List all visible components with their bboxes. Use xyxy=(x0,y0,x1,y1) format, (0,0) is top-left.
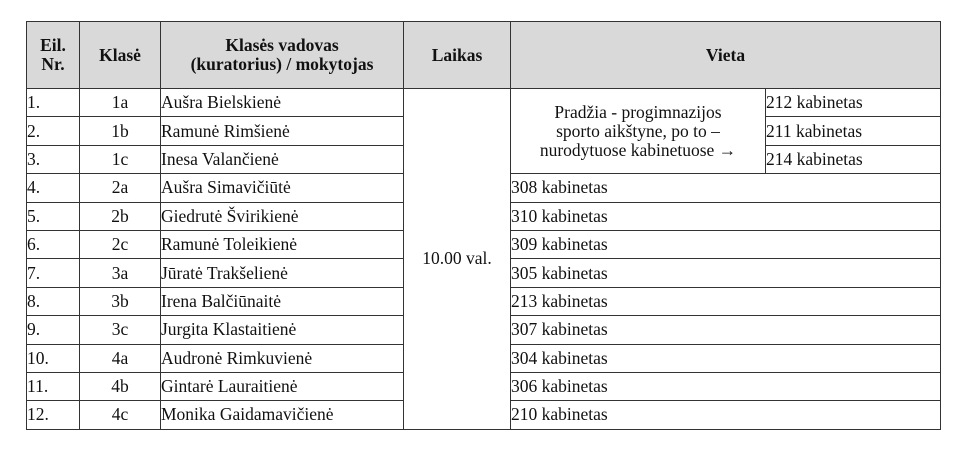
row-vadovas: Monika Gaidamavičienė xyxy=(161,401,404,429)
row-vieta: 308 kabinetas xyxy=(511,174,941,202)
row-vadovas: Inesa Valančienė xyxy=(161,145,404,173)
row-klase: 3b xyxy=(80,287,161,315)
row-nr: 5. xyxy=(27,202,80,230)
row-klase: 2a xyxy=(80,174,161,202)
row-klase: 4c xyxy=(80,401,161,429)
row-vieta: 310 kabinetas xyxy=(511,202,941,230)
row-vadovas: Giedrutė Švirikienė xyxy=(161,202,404,230)
start-note-line1: Pradžia - progimnazijos xyxy=(554,101,722,122)
row-vieta: 304 kabinetas xyxy=(511,344,941,372)
row-nr: 4. xyxy=(27,174,80,202)
header-nr-line1: Eil. xyxy=(40,35,66,55)
header-vadovas-line1: Klasės vadovas xyxy=(225,35,339,55)
header-vadovas-line2: (kuratorius) / mokytojas xyxy=(190,54,374,74)
row-klase: 4b xyxy=(80,372,161,400)
header-vieta: Vieta xyxy=(511,22,941,89)
row-klase: 4a xyxy=(80,344,161,372)
row-vieta: 306 kabinetas xyxy=(511,372,941,400)
row-vadovas: Gintarė Lauraitienė xyxy=(161,372,404,400)
row-nr: 3. xyxy=(27,145,80,173)
start-note-cell xyxy=(511,89,766,174)
row-klase: 1c xyxy=(80,145,161,173)
row-nr: 10. xyxy=(27,344,80,372)
schedule-table xyxy=(26,21,941,430)
row-vadovas: Ramunė Rimšienė xyxy=(161,117,404,145)
row-vadovas: Irena Balčiūnaitė xyxy=(161,287,404,315)
row-vieta: 309 kabinetas xyxy=(511,230,941,258)
header-vadovas xyxy=(161,22,404,89)
row-klase: 1b xyxy=(80,117,161,145)
row-nr: 12. xyxy=(27,401,80,429)
row-nr: 7. xyxy=(27,259,80,287)
row-klase: 3a xyxy=(80,259,161,287)
row-vieta: 211 kabinetas xyxy=(766,117,941,145)
row-nr: 9. xyxy=(27,316,80,344)
row-nr: 2. xyxy=(27,117,80,145)
row-vieta: 307 kabinetas xyxy=(511,316,941,344)
row-vieta: 210 kabinetas xyxy=(511,401,941,429)
row-vieta: 305 kabinetas xyxy=(511,259,941,287)
row-nr: 11. xyxy=(27,372,80,400)
row-nr: 8. xyxy=(27,287,80,315)
row-nr: 6. xyxy=(27,230,80,258)
row-klase: 1a xyxy=(80,89,161,117)
header-klase: Klasė xyxy=(80,22,161,89)
row-vieta: 214 kabinetas xyxy=(766,145,941,173)
row-vadovas: Ramunė Toleikienė xyxy=(161,230,404,258)
start-note-line2: sporto aikštyne, po to – xyxy=(556,120,720,141)
row-vadovas: Aušra Bielskienė xyxy=(161,89,404,117)
row-vadovas: Audronė Rimkuvienė xyxy=(161,344,404,372)
row-vadovas: Jurgita Klastaitienė xyxy=(161,316,404,344)
start-note-line3: nurodytuose kabinetuose → xyxy=(539,139,737,160)
time-cell: 10.00 val. xyxy=(404,89,511,430)
row-vadovas: Aušra Simavičiūtė xyxy=(161,174,404,202)
row-klase: 2b xyxy=(80,202,161,230)
row-vadovas: Jūratė Trakšelienė xyxy=(161,259,404,287)
row-klase: 2c xyxy=(80,230,161,258)
table-row xyxy=(27,89,941,117)
header-nr xyxy=(27,22,80,89)
header-nr-line2: Nr. xyxy=(41,54,65,74)
row-vieta: 212 kabinetas xyxy=(766,89,941,117)
header-laikas: Laikas xyxy=(404,22,511,89)
row-nr: 1. xyxy=(27,89,80,117)
row-klase: 3c xyxy=(80,316,161,344)
header-row xyxy=(27,22,941,89)
row-vieta: 213 kabinetas xyxy=(511,287,941,315)
